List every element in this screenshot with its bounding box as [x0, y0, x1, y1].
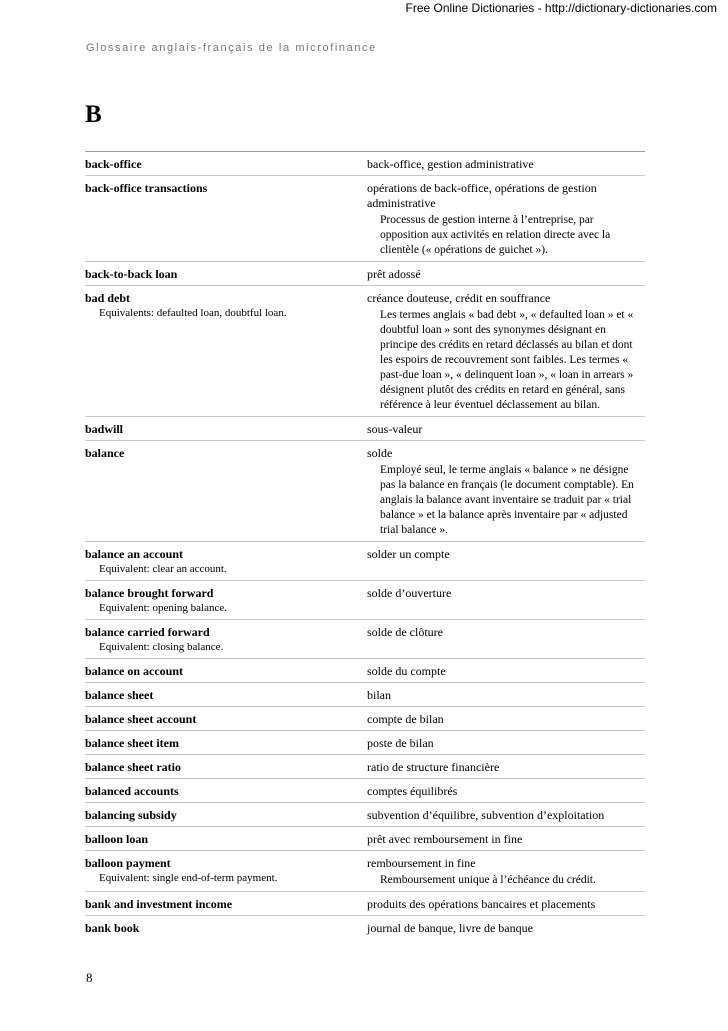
glossary-entry	[85, 261, 645, 285]
glossary-entry	[85, 891, 645, 915]
entry-term: badwill	[85, 422, 124, 436]
english-column	[85, 807, 367, 823]
entry-translation: solde	[367, 446, 393, 460]
english-column	[85, 445, 367, 538]
english-column	[85, 180, 367, 258]
glossary-entry	[85, 802, 645, 826]
site-banner: Free Online Dictionaries - http://dictionary-dictionaries.com	[402, 0, 720, 16]
entry-translation: solde d’ouverture	[367, 586, 452, 600]
glossary-entry	[85, 285, 645, 416]
entry-term: bank and investment income	[85, 897, 233, 911]
french-column	[367, 156, 645, 172]
glossary-entry	[85, 915, 645, 939]
french-column	[367, 855, 645, 888]
entry-term: balance sheet item	[85, 736, 179, 750]
french-column	[367, 445, 645, 538]
english-column	[85, 156, 367, 172]
entry-translation: ratio de structure financière	[367, 760, 500, 774]
entry-equivalent: Equivalent: opening balance.	[99, 602, 227, 614]
entry-term: balloon loan	[85, 832, 149, 846]
english-column	[85, 421, 367, 437]
french-column	[367, 624, 645, 655]
english-column	[85, 546, 367, 577]
glossary-entry	[85, 706, 645, 730]
entry-term: balancing subsidy	[85, 808, 177, 822]
english-column	[85, 735, 367, 751]
french-column	[367, 687, 645, 703]
entry-term: balance brought forward	[85, 586, 214, 600]
entry-translation: solder un compte	[367, 547, 450, 561]
french-column	[367, 421, 645, 437]
glossary-entry	[85, 175, 645, 261]
entry-translation: comptes équilibrés	[367, 784, 458, 798]
entry-note: Les termes anglais « bad debt », « defaulted loan » et « doubtful loan » sont des synonymes désignant en principe des crédits en retard déclassés au bilan et dont les espoirs de recouvrement sont faibles. Les termes « past-due loan », « delinquent loan », « loan in arrears » désignent plutôt des crédits en retard en général, sans référence à leur éventuel déclassement au bilan.	[380, 309, 634, 411]
entry-equivalent: Equivalent: clear an account.	[99, 563, 227, 575]
french-column	[367, 266, 645, 282]
glossary-entry	[85, 580, 645, 619]
entry-term: balance sheet	[85, 688, 154, 702]
english-column	[85, 759, 367, 775]
document-subtitle: Glossaire anglais-français de la microfinance	[86, 42, 377, 54]
entry-term: balance on account	[85, 664, 184, 678]
entry-translation: poste de bilan	[367, 736, 434, 750]
entry-translation: opérations de back-office, opérations de gestion administrative	[367, 181, 597, 210]
entry-translation: remboursement in fine	[367, 856, 476, 870]
french-column	[367, 807, 645, 823]
entry-term: bad debt	[85, 291, 131, 305]
entry-translation: solde du compte	[367, 664, 446, 678]
glossary-entry	[85, 682, 645, 706]
french-column	[367, 759, 645, 775]
entry-term: balloon payment	[85, 856, 171, 870]
french-column	[367, 290, 645, 413]
english-column	[85, 687, 367, 703]
entry-translation: créance douteuse, crédit en souffrance	[367, 291, 551, 305]
entry-translation: back-office, gestion administrative	[367, 157, 534, 171]
entry-translation: prêt avec remboursement in fine	[367, 832, 523, 846]
french-column	[367, 735, 645, 751]
glossary-entry	[85, 754, 645, 778]
entry-term: back-office transactions	[85, 181, 208, 195]
entry-term: balanced accounts	[85, 784, 179, 798]
english-column	[85, 663, 367, 679]
entry-term: bank book	[85, 921, 140, 935]
french-column	[367, 546, 645, 577]
english-column	[85, 920, 367, 936]
entry-equivalent: Equivalent: closing balance.	[99, 641, 224, 653]
entry-note: Employé seul, le terme anglais « balance » ne désigne pas la balance en français (le document comptable). En anglais la balance avant inventaire se traduit par « trial balance » et la balance après inventaire par « adjusted trial balance ».	[380, 464, 634, 536]
french-column	[367, 831, 645, 847]
glossary-entry	[85, 416, 645, 440]
english-column	[85, 711, 367, 727]
glossary-entry	[85, 730, 645, 754]
glossary-entry	[85, 826, 645, 850]
entry-translation: sous-valeur	[367, 422, 423, 436]
english-column	[85, 831, 367, 847]
entry-term: back-office	[85, 157, 142, 171]
glossary-entry	[85, 778, 645, 802]
entry-translation: produits des opérations bancaires et placements	[367, 897, 596, 911]
english-column	[85, 896, 367, 912]
english-column	[85, 290, 367, 413]
french-column	[367, 783, 645, 799]
page-number: 8	[86, 970, 93, 985]
english-column	[85, 266, 367, 282]
entry-translation: compte de bilan	[367, 712, 444, 726]
french-column	[367, 711, 645, 727]
entry-note: Remboursement unique à l’échéance du crédit.	[380, 874, 596, 886]
entry-translation: prêt adossé	[367, 267, 421, 281]
glossary-entry	[85, 541, 645, 580]
entry-equivalent: Equivalent: single end-of-term payment.	[99, 872, 278, 884]
glossary-entry	[85, 440, 645, 541]
french-column	[367, 585, 645, 616]
english-column	[85, 624, 367, 655]
section-letter: B	[85, 101, 102, 128]
french-column	[367, 896, 645, 912]
entry-equivalent: Equivalents: defaulted loan, doubtful loan.	[99, 307, 287, 319]
glossary-entry	[85, 658, 645, 682]
french-column	[367, 180, 645, 258]
entry-translation: solde de clôture	[367, 625, 443, 639]
english-column	[85, 855, 367, 888]
entry-term: balance carried forward	[85, 625, 210, 639]
entry-note: Processus de gestion interne à l’entreprise, par opposition aux activités en relation directe avec la clientèle (« opérations de guichet »).	[380, 214, 611, 256]
entry-translation: journal de banque, livre de banque	[367, 921, 533, 935]
glossary-entries	[85, 151, 645, 939]
english-column	[85, 783, 367, 799]
glossary-entry	[85, 151, 645, 175]
entry-term: balance an account	[85, 547, 184, 561]
english-column	[85, 585, 367, 616]
french-column	[367, 920, 645, 936]
entry-term: balance sheet ratio	[85, 760, 181, 774]
glossary-entry	[85, 850, 645, 891]
entry-term: balance sheet account	[85, 712, 197, 726]
entry-term: back-to-back loan	[85, 267, 178, 281]
entry-translation: subvention d’équilibre, subvention d’exploitation	[367, 808, 605, 822]
french-column	[367, 663, 645, 679]
entry-term: balance	[85, 446, 125, 460]
glossary-entry	[85, 619, 645, 658]
entry-translation: bilan	[367, 688, 391, 702]
